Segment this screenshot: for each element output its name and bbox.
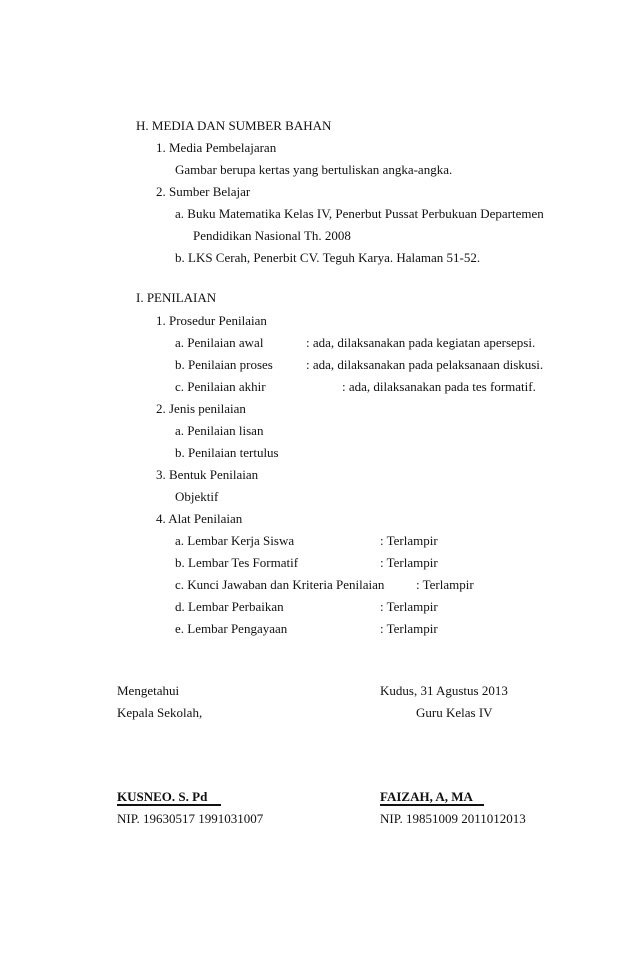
jenis-penilaian-item: 2. Jenis penilaian bbox=[156, 401, 246, 416]
sumber-belajar-item: 2. Sumber Belajar bbox=[156, 184, 251, 199]
lembar-pengayaan-value: : Terlampir bbox=[380, 621, 438, 636]
place-date-text: Kudus, 31 Agustus 2013 bbox=[380, 683, 508, 698]
bentuk-penilaian-item: 3. Bentuk Penilaian bbox=[156, 467, 259, 482]
guru-nip: NIP. 19851009 2011012013 bbox=[380, 811, 526, 826]
lembar-tes-formatif-label: b. Lembar Tes Formatif bbox=[175, 555, 299, 570]
kepala-sekolah-text: Kepala Sekolah, bbox=[117, 705, 203, 720]
penilaian-tertulus: b. Penilaian tertulus bbox=[175, 445, 279, 460]
media-pembelajaran-item: 1. Media Pembelajaran bbox=[156, 140, 277, 155]
sumber-belajar-a-line2: Pendidikan Nasional Th. 2008 bbox=[193, 228, 351, 243]
guru-name-underline bbox=[380, 804, 484, 806]
penilaian-lisan: a. Penilaian lisan bbox=[175, 423, 264, 438]
penilaian-awal-value: : ada, dilaksanakan pada kegiatan apersepsi. bbox=[306, 335, 536, 350]
lembar-kerja-siswa-label: a. Lembar Kerja Siswa bbox=[175, 533, 295, 548]
alat-penilaian-item: 4. Alat Penilaian bbox=[156, 511, 243, 526]
penilaian-akhir-label: c. Penilaian akhir bbox=[175, 379, 266, 394]
guru-kelas-text: Guru Kelas IV bbox=[416, 705, 493, 720]
sumber-belajar-b: b. LKS Cerah, Penerbit CV. Teguh Karya. Halaman 51-52. bbox=[175, 250, 481, 265]
lembar-kerja-siswa-value: : Terlampir bbox=[380, 533, 438, 548]
penilaian-proses-value: : ada, dilaksanakan pada pelaksanaan diskusi. bbox=[306, 357, 544, 372]
guru-name: FAIZAH, A, MA bbox=[380, 789, 473, 804]
bentuk-penilaian-text: Objektif bbox=[175, 489, 219, 504]
section-i-heading: I. PENILAIAN bbox=[136, 290, 217, 305]
lembar-pengayaan-label: e. Lembar Pengayaan bbox=[175, 621, 288, 636]
penilaian-awal-label: a. Penilaian awal bbox=[175, 335, 264, 350]
sumber-belajar-a-line1: a. Buku Matematika Kelas IV, Penerbut Pussat Perbukuan Departemen bbox=[175, 206, 544, 221]
kunci-jawaban-label: c. Kunci Jawaban dan Kriteria Penilaian bbox=[175, 577, 385, 592]
media-pembelajaran-text: Gambar berupa kertas yang bertuliskan angka-angka. bbox=[175, 162, 453, 177]
section-h-heading: H. MEDIA DAN SUMBER BAHAN bbox=[136, 118, 332, 133]
prosedur-penilaian-item: 1. Prosedur Penilaian bbox=[156, 313, 267, 328]
mengetahui-text: Mengetahui bbox=[117, 683, 180, 698]
lembar-perbaikan-value: : Terlampir bbox=[380, 599, 438, 614]
lembar-tes-formatif-value: : Terlampir bbox=[380, 555, 438, 570]
kepala-sekolah-name: KUSNEO. S. Pd bbox=[117, 789, 208, 804]
lembar-perbaikan-label: d. Lembar Perbaikan bbox=[175, 599, 284, 614]
kepala-sekolah-nip: NIP. 19630517 1991031007 bbox=[117, 811, 264, 826]
penilaian-akhir-value: : ada, dilaksanakan pada tes formatif. bbox=[342, 379, 536, 394]
kepala-sekolah-name-underline bbox=[117, 804, 221, 806]
kunci-jawaban-value: : Terlampir bbox=[416, 577, 474, 592]
penilaian-proses-label: b. Penilaian proses bbox=[175, 357, 273, 372]
